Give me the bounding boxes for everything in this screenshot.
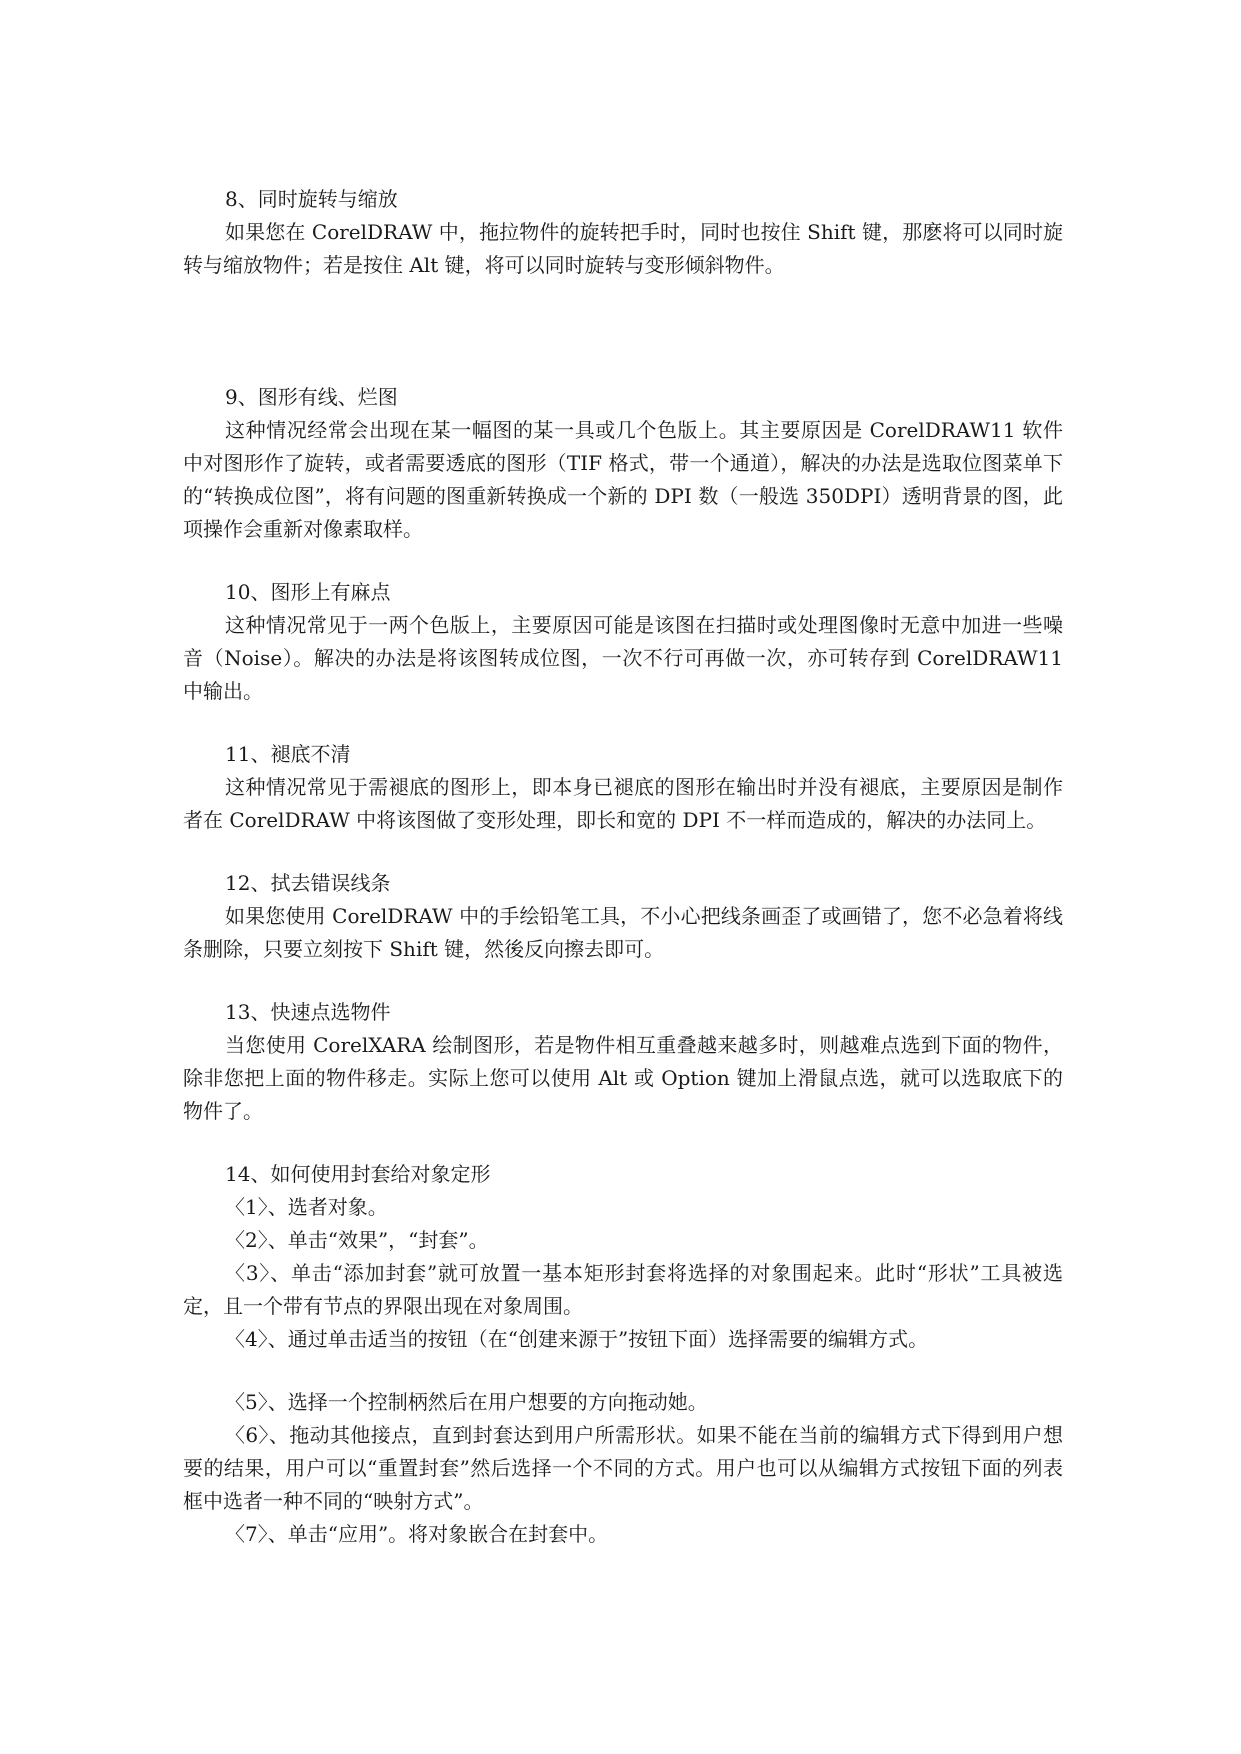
section-heading: 12、拭去错误线条 [225,871,391,895]
section-heading: 14、如何使用封套给对象定形 [225,1162,491,1186]
section-13 [183,996,1063,1128]
section-10 [183,576,1063,708]
spacer [183,708,1063,738]
section-heading: 8、同时旋转与缩放 [225,187,398,211]
document-page [183,183,1063,1551]
section-heading: 11、褪底不清 [225,742,351,766]
section-paragraph: 这种情况经常会出现在某一幅图的某一具或几个色版上。其主要原因是 CorelDRAW11 软件中对图形作了旋转，或者需要透底的图形（TIF 格式，带一个通道），解决的办法是选取位图菜单下的“转换成位图”，将有问题的图重新转换成一个新的 DPI 数（一般选 350DPI）透明背景的图，此项操作会重新对像素取样。 [183,418,1063,541]
section-heading: 10、图形上有麻点 [225,580,391,604]
step-item: 〈7〉、单击“应用”。将对象嵌合在封套中。 [225,1522,609,1546]
step-item: 〈3〉、单击“添加封套”就可放置一基本矩形封套将选择的对象围起来。此时“形状”工具被选定，且一个带有节点的界限出现在对象周围。 [183,1261,1063,1318]
section-heading: 13、快速点选物件 [225,1000,391,1024]
spacer [183,966,1063,996]
step-item: 〈6〉、拖动其他接点，直到封套达到用户所需形状。如果不能在当前的编辑方式下得到用户想要的结果，用户可以“重置封套”然后选择一个不同的方式。用户也可以从编辑方式按钮下面的列表框中选者一种不同的“映射方式”。 [183,1423,1063,1513]
section-14 [183,1158,1063,1551]
spacer [183,546,1063,576]
section-9 [183,381,1063,546]
spacer [183,1128,1063,1158]
spacer [183,837,1063,867]
section-paragraph: 这种情况常见于需褪底的图形上，即本身已褪底的图形在输出时并没有褪底，主要原因是制作者在 CorelDRAW 中将该图做了变形处理，即长和宽的 DPI 不一样而造成的，解决的办法同上。 [183,775,1063,832]
section-12 [183,867,1063,966]
section-paragraph: 如果您在 CorelDRAW 中，拖拉物件的旋转把手时，同时也按住 Shift 键，那麽将可以同时旋转与缩放物件；若是按住 Alt 键，将可以同时旋转与变形倾斜物件。 [183,220,1063,277]
step-item: 〈5〉、选择一个控制柄然后在用户想要的方向拖动她。 [225,1390,708,1414]
step-item: 〈4〉、通过单击适当的按钮（在“创建来源于”按钮下面）选择需要的编辑方式。 [225,1327,929,1351]
section-11 [183,738,1063,837]
step-item: 〈2〉、单击“效果”，“封套”。 [225,1228,489,1252]
section-8 [183,183,1063,282]
section-paragraph: 如果您使用 CorelDRAW 中的手绘铅笔工具，不小心把线条画歪了或画错了，您不必急着将线条删除，只要立刻按下 Shift 键，然後反向擦去即可。 [183,904,1063,961]
section-paragraph: 这种情况常见于一两个色版上，主要原因可能是该图在扫描时或处理图像时无意中加进一些噪音（Noise）。解决的办法是将该图转成位图，一次不行可再做一次，亦可转存到 CorelDRAW11 中输出。 [183,613,1063,703]
section-heading: 9、图形有线、烂图 [225,385,398,409]
step-item: 〈1〉、选者对象。 [225,1195,388,1219]
section-paragraph: 当您使用 CorelXARA 绘制图形，若是物件相互重叠越来越多时，则越难点选到下面的物件，除非您把上面的物件移走。实际上您可以使用 Alt 或 Option 键加上滑鼠点选，就可以选取底下的物件了。 [183,1033,1063,1123]
spacer [183,1356,1063,1386]
spacer [183,282,1063,381]
